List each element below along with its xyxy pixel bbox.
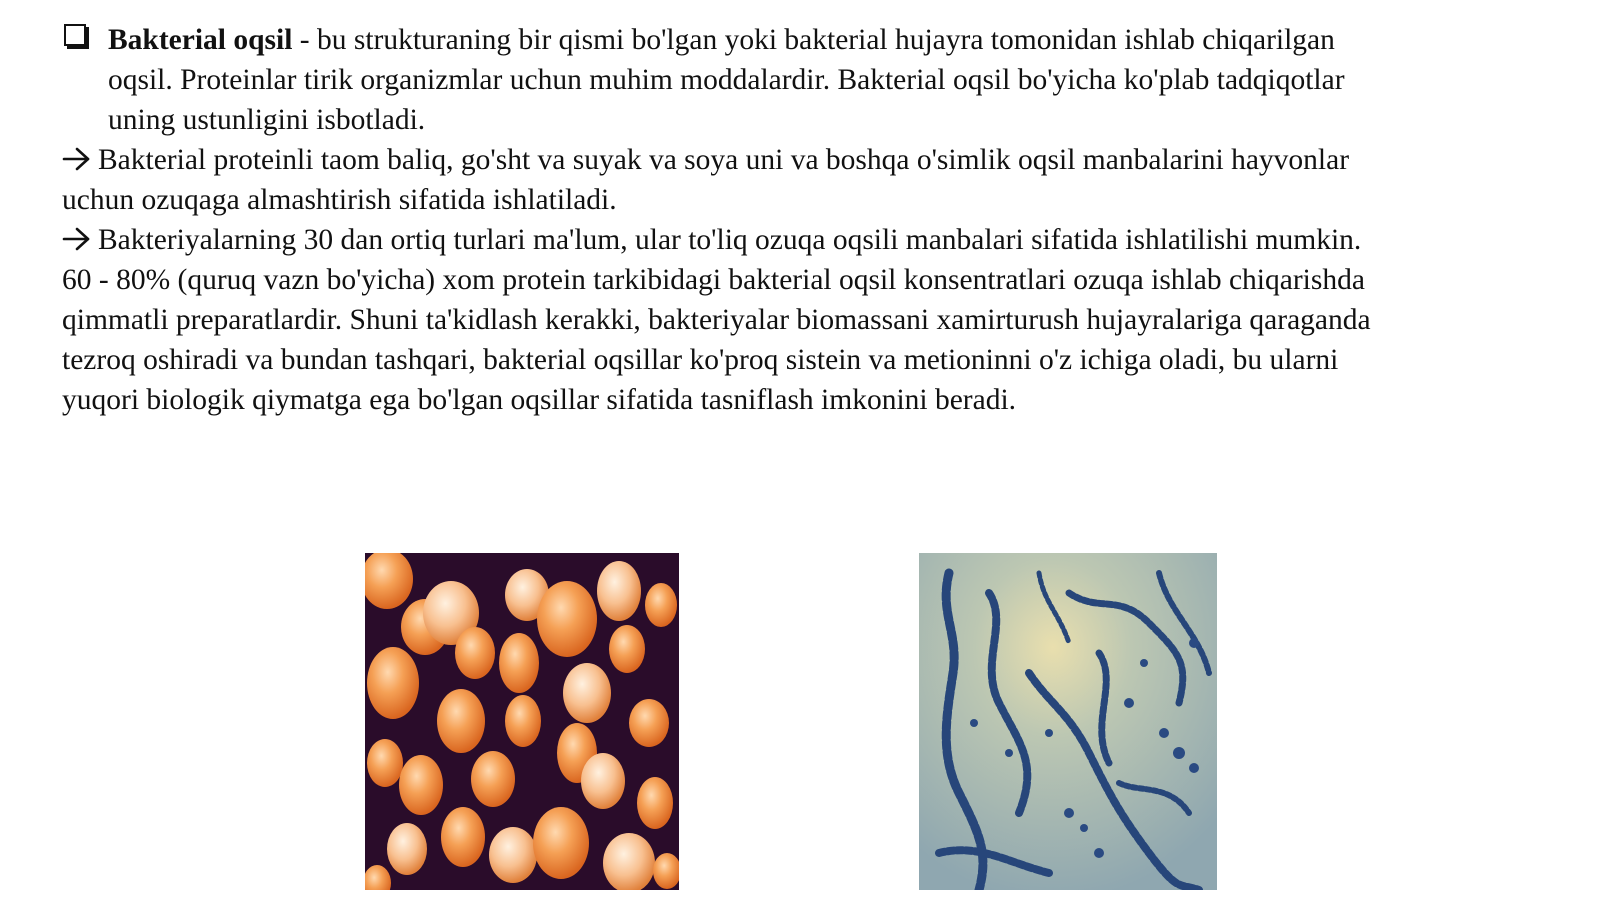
text-content	[62, 20, 1392, 420]
intro-paragraph	[62, 20, 1392, 140]
yeast-cells-image	[365, 553, 679, 890]
point-paragraph-2	[62, 220, 1392, 420]
intro-term: Bakterial oqsil	[108, 24, 293, 56]
bacteria-chains-image	[919, 553, 1217, 890]
right-arrow-icon	[62, 226, 92, 252]
right-arrow-icon	[62, 146, 92, 172]
checkbox-square-icon	[64, 24, 86, 46]
point-text-2: Bakteriyalarning 30 dan ortiq turlari ma'lum, ular to'liq ozuqa oqsili manbalari sifatida ishlatilishi mumkin. 60 - 80% (quruq vazn bo'yicha) xom protein tarkibidagi bakterial oqsil konsentratlari ozuqa ishlab chiqarishda qimmatli preparatlardir. Shuni ta'kidlash kerakki, bakteriyalar biomassani xamirturush hujayralariga qaraganda tezroq oshiradi va bundan tashqari, bakterial oqsillar ko'proq sistein va metioninni o'z ichiga oladi, bu ularni yuqori biologik qiymatga ega bo'lgan oqsillar sifatida tasniflash imkonini beradi.	[62, 224, 1371, 416]
point-paragraph-1	[62, 140, 1392, 220]
point-text-1: Bakterial proteinli taom baliq, go'sht va suyak va soya uni va boshqa o'simlik oqsil manbalarini hayvonlar uchun ozuqaga almashtirish sifatida ishlatiladi.	[62, 144, 1350, 216]
intro-definition: - bu strukturaning bir qismi bo'lgan yoki bakterial hujayra tomonidan ishlab chiqarilgan oqsil. Proteinlar tirik organizmlar uchun muhim moddalardir. Bakterial oqsil bo'yicha ko'plab tadqiqotlar uning ustunligini isbotladi.	[108, 24, 1345, 136]
